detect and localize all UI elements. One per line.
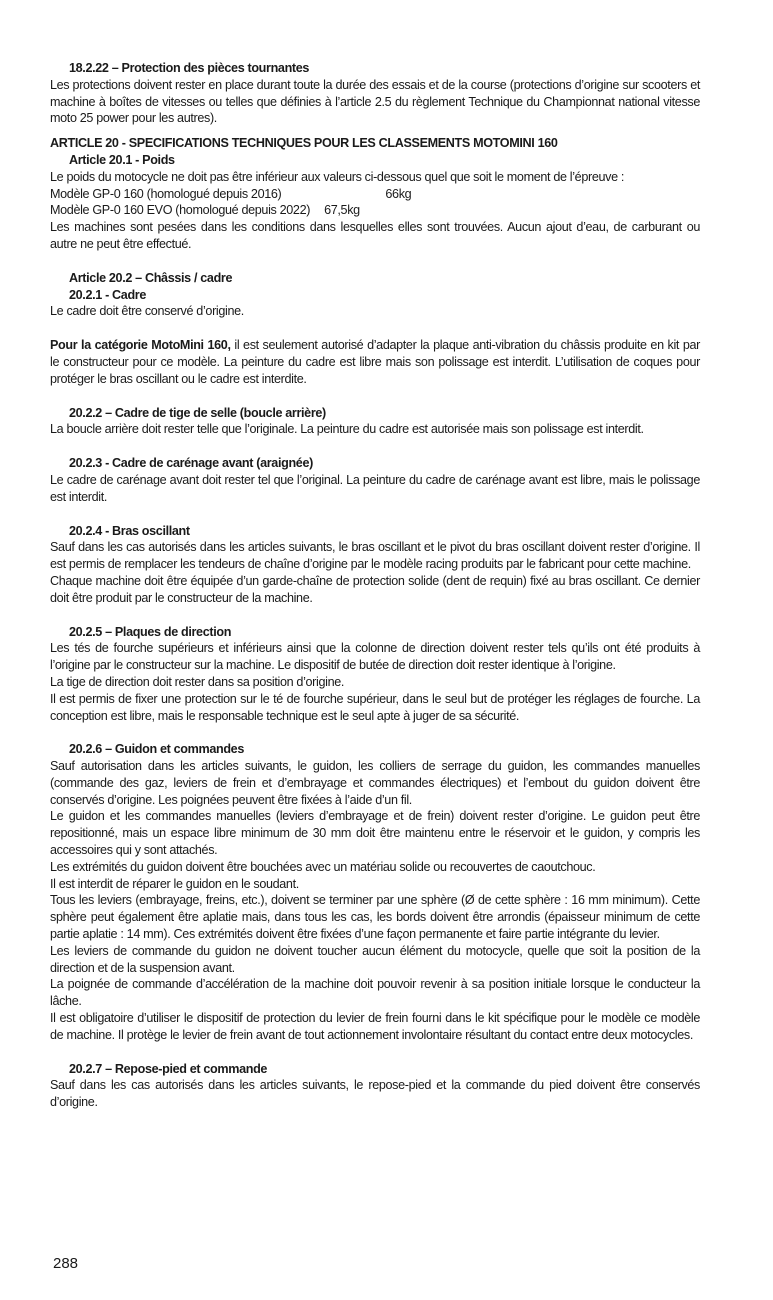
paragraph: Les tés de fourche supérieurs et inférieurs ainsi que la colonne de direction doivent rester tels qu’ils ont été produits à l’origine par le constructeur sur la machine. Le dispositif de butée de direction doit rester identique à l’origine. (50, 641, 700, 673)
paragraph: Le cadre doit être conservé d’origine. (50, 304, 244, 319)
paragraph: Les machines sont pesées dans les conditions dans lesquelles elles sont trouvées. Aucun ajout d’eau, de carburant ou autre ne peut être effectué. (50, 220, 700, 251)
paragraph: Le poids du motocycle ne doit pas être inférieur aux valeurs ci-dessous quel que soit le moment de l’épreuve : (50, 169, 625, 184)
article-20-heading: ARTICLE 20 - SPECIFICATIONS TECHNIQUES POUR LES CLASSEMENTS MOTOMINI 160 (50, 136, 558, 151)
paragraph: Il est permis de fixer une protection sur le té de fourche supérieur, dans le seul but de protéger les réglages de fourche. La conception est libre, mais le responsable technique est le seul apte à juger de sa sécurité. (50, 691, 700, 723)
section-heading-20-2-7: 20.2.7 – Repose-pied et commande (69, 1061, 268, 1076)
section-heading-20-2-5: 20.2.5 – Plaques de direction (69, 624, 232, 639)
paragraph: Sauf autorisation dans les articles suivants, le guidon, les colliers de serrage du guidon, les commandes manuelles (commande des gaz, leviers de frein et d’embrayage et commandes électriques) et l’embout du guidon doivent être conservés d’origine. Les poignées peuvent être fixées à l’aide d’un fil. (50, 759, 700, 807)
paragraph-text: il est seulement autorisé d’adapter la plaque anti-vibration du châssis produite en kit par le constructeur pour ce modèle. La peinture du cadre est libre mais son polissage est interdit. L’utilisation de coques pour protéger le bras oscillant ou le cadre est interdite. (50, 338, 700, 386)
section-heading-20-2-3: 20.2.3 - Cadre de carénage avant (araignée) (69, 456, 313, 471)
page-number: 288 (53, 1255, 79, 1272)
document-page (50, 60, 700, 1111)
paragraph: Les protections doivent rester en place durant toute la durée des essais et de la course (protections d’origine sur scooters et machine à boîtes de vitesses ou telles que définies à l’article 2.5 du règlement Technique du Championnat national vitesse moto 25 power pour les autres). (50, 77, 700, 126)
paragraph: Les leviers de commande du guidon ne doivent toucher aucun élément du motocycle, quelle que soit la position de la direction et de la suspension avant. (50, 943, 700, 975)
weight-value: 67,5kg (324, 203, 360, 218)
section-heading-18-2-22: 18.2.22 – Protection des pièces tournantes (69, 61, 310, 75)
weight-row (50, 202, 700, 219)
weight-row (50, 186, 700, 203)
article-20-1-heading: Article 20.1 - Poids (69, 152, 175, 167)
paragraph: Les extrémités du guidon doivent être bouchées avec un matériau solide ou recouvertes de caoutchouc. (50, 859, 596, 874)
paragraph: La poignée de commande d’accélération de la machine doit pouvoir revenir à sa position initiale lorsque le conducteur la lâche. (50, 977, 700, 1009)
paragraph (50, 337, 700, 387)
article-20-2-heading: Article 20.2 – Châssis / cadre (69, 270, 233, 285)
paragraph: Tous les leviers (embrayage, freins, etc.), doivent se terminer par une sphère (Ø de cette sphère : 16 mm minimum). Cette sphère peut également être aplatie mais, dans tous les cas, les bords doivent être arrondis (épaisseur minimum de cette partie aplatie : 14 mm). Ces extrémités doivent être fixées d’une façon permanente et faire partie intégrante du levier. (50, 893, 700, 942)
paragraph: Il est interdit de réparer le guidon en le soudant. (50, 876, 299, 891)
paragraph: La boucle arrière doit rester telle que l’originale. La peinture du cadre est autorisée mais son polissage est interdit. (50, 422, 644, 437)
section-heading-20-2-6: 20.2.6 – Guidon et commandes (69, 742, 244, 757)
section-heading-20-2-4: 20.2.4 - Bras oscillant (69, 523, 190, 538)
model-label: Modèle GP-0 160 (homologué depuis 2016) (50, 186, 282, 201)
paragraph: La tige de direction doit rester dans sa position d’origine. (50, 674, 345, 689)
section-heading-20-2-1: 20.2.1 - Cadre (69, 287, 147, 302)
weight-value: 66kg (385, 186, 412, 201)
paragraph: Chaque machine doit être équipée d’un garde-chaîne de protection solide (dent de requin) fixé au bras oscillant. Ce dernier doit être produit par le constructeur de la machine. (50, 573, 700, 605)
section-heading-20-2-2: 20.2.2 – Cadre de tige de selle (boucle arrière) (69, 405, 326, 420)
model-label: Modèle GP-0 160 EVO (homologué depuis 2022) (50, 203, 311, 218)
bold-lead: Pour la catégorie MotoMini 160, (50, 338, 231, 353)
paragraph: Le cadre de carénage avant doit rester tel que l’original. La peinture du cadre de carénage avant est libre, mais le polissage est interdit. (50, 472, 700, 504)
paragraph: Sauf dans les cas autorisés dans les articles suivants, le bras oscillant et le pivot du bras oscillant doivent rester d’origine. Il est permis de remplacer les tendeurs de chaîne d’origine par le modèle racing produits par le fabricant pour cette machine. (50, 540, 700, 572)
paragraph: Il est obligatoire d’utiliser le dispositif de protection du levier de frein fourni dans le kit spécifique pour le modèle ce modèle de machine. Il protège le levier de frein avant de tout actionnement involontaire résultant du contact entre deux motocycles. (50, 1011, 700, 1042)
paragraph: Sauf dans les cas autorisés dans les articles suivants, le repose-pied et la commande du pied doivent être conservés d’origine. (50, 1078, 700, 1110)
paragraph: Le guidon et les commandes manuelles (leviers d’embrayage et de frein) doivent rester d’origine. Le guidon peut être repositionné, mais un espace libre minimum de 30 mm doit être maintenu entre le réservoir et le guidon, y compris les accessoires qui y sont attachés. (50, 809, 700, 858)
